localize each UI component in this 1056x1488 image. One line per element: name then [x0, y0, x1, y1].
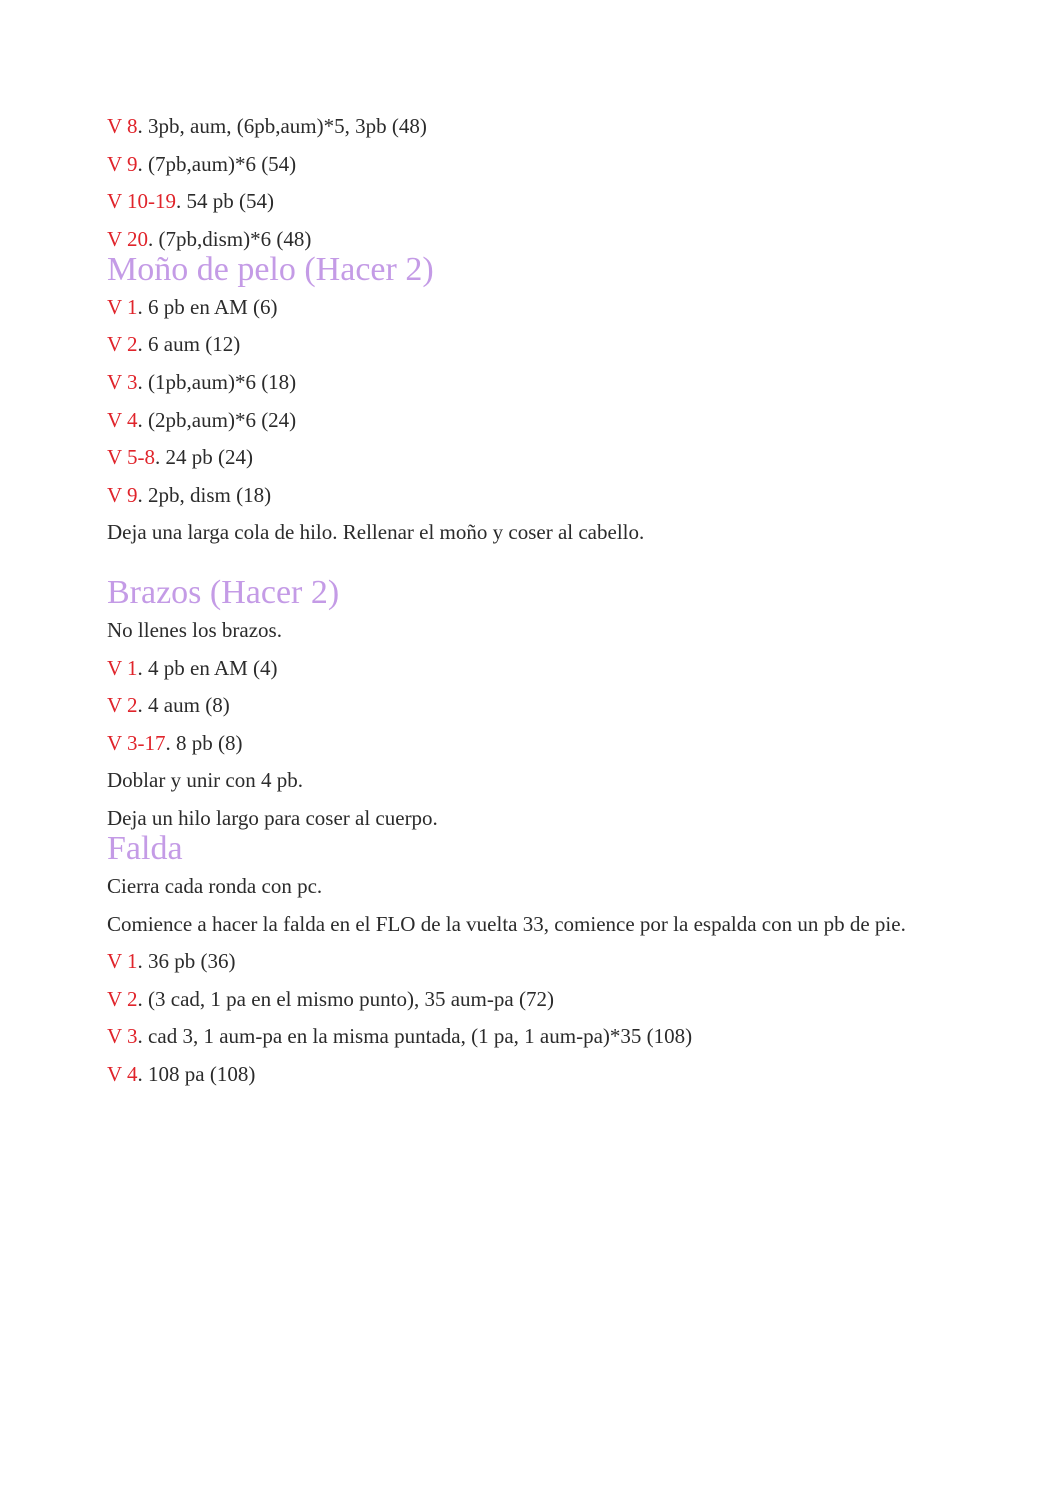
intro-rounds: [107, 108, 967, 251]
round-line: [107, 402, 967, 440]
round-instruction: . 3pb, aum, (6pb,aum)*5, 3pb (48): [137, 114, 427, 138]
section-intro: Comience a hacer la falda en el FLO de la vuelta 33, comience por la espalda con un pb de pie.: [107, 911, 906, 936]
round-label: V 9: [107, 482, 138, 507]
round-label: V 4: [107, 407, 138, 432]
round-label: V 3: [107, 1024, 138, 1049]
round-line: [107, 146, 967, 184]
round-instruction: . 54 pb (54): [176, 189, 275, 214]
round-label: V 8: [107, 114, 138, 138]
round-line: [107, 439, 967, 477]
round-instruction: . 6 aum (12): [137, 332, 241, 357]
round-line: [107, 650, 967, 688]
round-label: V 1: [107, 294, 138, 319]
round-line: [107, 981, 967, 1019]
round-label: V 3-17: [107, 730, 166, 755]
round-label: V 2: [107, 693, 138, 718]
section-intro: Cierra cada ronda con pc.: [107, 873, 323, 898]
round-instruction: . (2pb,aum)*6 (24): [137, 407, 297, 432]
round-label: V 1: [107, 655, 138, 680]
round-instruction: . (7pb,aum)*6 (54): [137, 151, 297, 176]
round-label: V 3: [107, 369, 138, 394]
round-line: [107, 477, 967, 515]
round-line: [107, 289, 967, 327]
section-heading-falda: Falda: [107, 829, 183, 867]
section-heading-mono: Moño de pelo (Hacer 2): [107, 250, 434, 288]
round-instruction: . 108 pa (108): [137, 1061, 256, 1086]
round-label: V 2: [107, 986, 138, 1011]
round-line: [107, 108, 967, 146]
round-line: [107, 1018, 967, 1056]
round-line: [107, 364, 967, 402]
section-mono: [107, 251, 967, 552]
round-instruction: . 36 pb (36): [137, 949, 236, 974]
round-label: V 9: [107, 151, 138, 176]
round-instruction: . (7pb,dism)*6 (48): [148, 226, 312, 251]
section-heading-brazos: Brazos (Hacer 2): [107, 573, 340, 611]
round-label: V 5-8: [107, 445, 156, 470]
round-instruction: . 2pb, dism (18): [137, 482, 272, 507]
round-instruction: . 4 pb en AM (4): [137, 655, 278, 680]
round-label: V 10-19: [107, 189, 177, 214]
round-line: [107, 1056, 967, 1094]
round-line: [107, 221, 967, 251]
section-note: Deja un hilo largo para coser al cuerpo.: [107, 805, 438, 830]
round-instruction: . 24 pb (24): [155, 445, 254, 470]
round-line: [107, 687, 967, 725]
round-label: V 4: [107, 1061, 138, 1086]
section-falda: [107, 830, 967, 1094]
section-note: Doblar y unir con 4 pb.: [107, 768, 303, 793]
round-line: [107, 183, 967, 221]
round-line: [107, 943, 967, 981]
round-instruction: . (1pb,aum)*6 (18): [137, 369, 297, 394]
round-label: V 20: [107, 226, 149, 251]
section-intro: No llenes los brazos.: [107, 617, 282, 642]
round-instruction: . cad 3, 1 aum-pa en la misma puntada, (1 pa, 1 aum-pa)*35 (108): [137, 1024, 693, 1049]
section-spacer: [107, 552, 967, 574]
round-line: [107, 725, 967, 763]
section-note: Deja una larga cola de hilo. Rellenar el moño y coser al cabello.: [107, 520, 645, 545]
round-line: [107, 326, 967, 364]
round-label: V 1: [107, 949, 138, 974]
section-brazos: [107, 574, 967, 830]
round-instruction: . (3 cad, 1 pa en el mismo punto), 35 aum-pa (72): [137, 986, 554, 1011]
round-instruction: . 6 pb en AM (6): [137, 294, 278, 319]
pattern-page: [107, 108, 967, 1093]
round-label: V 2: [107, 332, 138, 357]
round-instruction: . 8 pb (8): [165, 730, 243, 755]
round-instruction: . 4 aum (8): [137, 693, 230, 718]
